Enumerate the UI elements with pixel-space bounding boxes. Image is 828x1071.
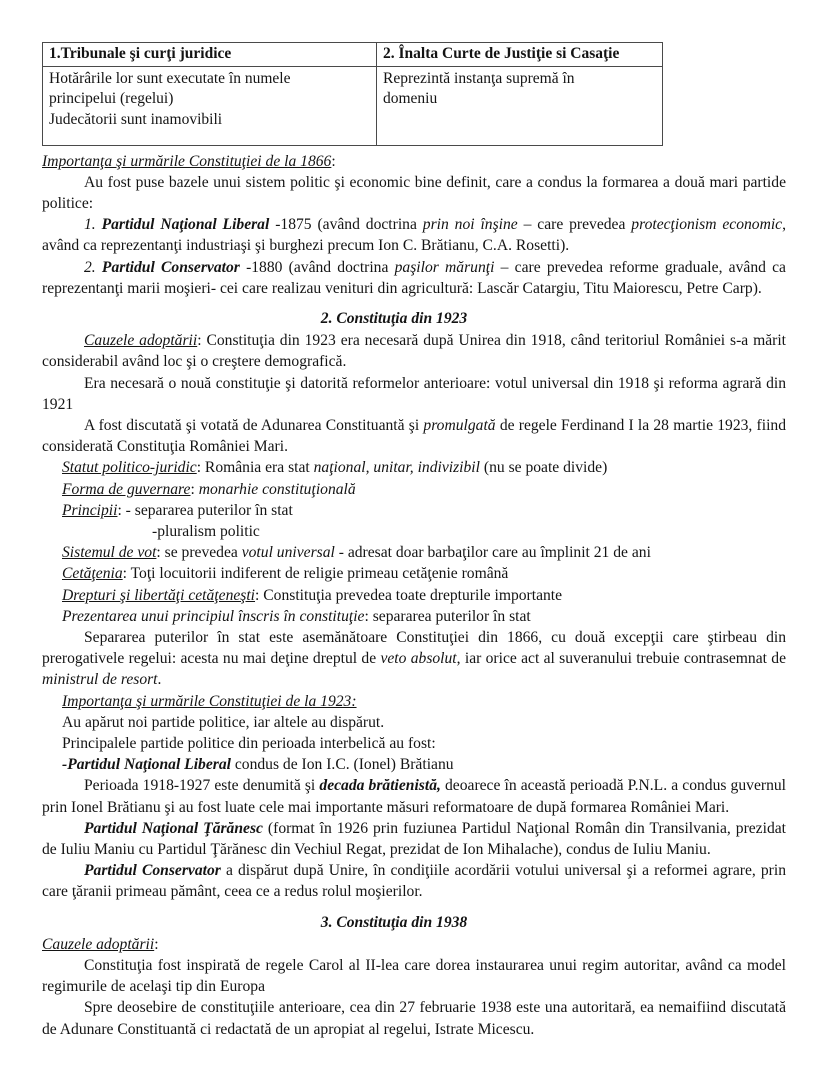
pnl-number: 1. xyxy=(84,216,96,234)
item-principii xyxy=(62,500,786,521)
paragraph-principalele-partide: Principalele partide politice din perioada interbelică au fost: xyxy=(62,734,436,752)
votata-emphasis: promulgată xyxy=(423,416,496,434)
separarea-part-a: Separarea puterilor în stat este asemănătoare Constituţiei din 1866, cu două excepţii care ştirbeau din prerogativele regelui: acesta nu mai deţine dreptul de xyxy=(42,628,786,668)
decada-part-a: Perioada 1918-1927 este denumită şi xyxy=(84,777,320,795)
pc-interbelic-tail: a dispărut după Unire, în condiţiile acordării votului universal şi a reformei agrare, prin care ţăranii primeau pământ, ceea ce a redus rolul moşierilor. xyxy=(42,862,786,901)
pc-doctrine: paşilor mărunţi xyxy=(394,258,495,276)
importanta-1923-label-line xyxy=(62,691,786,712)
importanta-1923-label: Importanţa şi urmările Constituţiei de la 1923: xyxy=(62,692,357,710)
paragraph-carol-ii-inspiratie: Constituţia fost inspirată de regele Carol al II-lea care dorea instaurarea unui regim autoritar, având ca model regimurile de acelaşi tip din Europa xyxy=(42,957,786,996)
principii-label: Principii xyxy=(62,501,118,519)
importanta-1866-colon: : xyxy=(331,152,336,170)
drepturi-label: Drepturi şi libertăţi cetăţeneşti xyxy=(62,586,256,604)
pnl-part-b: – care prevedea xyxy=(517,216,632,234)
vot-sep: : se prevedea xyxy=(156,544,242,562)
paragraph-conservator-1880 xyxy=(42,257,786,299)
pc-part-b: – care prevedea reforme graduale, având ca reprezentanţi marii moşieri- cei care realizau venituri din agricultură: Lascăr Catargiu, Titu Maiorescu, Petre Carp). xyxy=(42,258,786,297)
paragraph-partidul-conservator-disparitie xyxy=(42,860,786,902)
table-header-tribunale: 1.Tribunale şi curţi juridice xyxy=(43,43,377,67)
votata-part-b: de regele Ferdinand I la 28 martie 1923, fiind considerată Constituţia României Mari. xyxy=(42,416,787,456)
item-sistemul-de-vot xyxy=(62,542,786,563)
pc-name: Partidul Conservator xyxy=(101,258,240,276)
importanta-1866-label: Importanţa şi urmările Constituţiei de la 1866 xyxy=(42,152,332,170)
paragraph-bazele-sistem: Au fost puse bazele unui sistem politic şi economic bine definit, care a condus la formarea a două mari partide politice: xyxy=(42,173,786,212)
pnl-interbelic-tail: condus de Ion I.C. (Ionel) Brătianu xyxy=(230,756,454,774)
importanta-1866-label-line xyxy=(42,151,786,172)
principii-sep: : - separarea puterilor în stat xyxy=(117,501,293,519)
pnl-part-a: -1875 (având doctrina xyxy=(269,216,423,234)
item-forma-de-guvernare xyxy=(62,479,786,500)
paragraph-pnt xyxy=(42,818,786,860)
paragraph-pnl-1875 xyxy=(42,214,786,256)
cauze-1923-text: : Constituţia din 1923 era necesară după Unirea din 1918, când teritoriul României s-a mărit considerabil având loc şi o creştere demografică. xyxy=(42,332,787,371)
separarea-ministrul-resort: ministrul de resort xyxy=(42,671,158,689)
pc-part-a: -1880 (având doctrina xyxy=(239,258,395,276)
paragraph-1938-autoritara: Spre deosebire de constituţiile anterioare, cea din 27 februarie 1938 este una autoritară, ea nemaifiind discutată de Adunare Constituantă ci redactată de un apropiat al regelui, Istrate Micescu. xyxy=(42,999,786,1038)
cetatenia-label: Cetăţenia xyxy=(62,565,123,583)
votata-part-a: A fost discutată şi votată de Adunarea Constituantă şi xyxy=(84,416,424,434)
paragraph-votata-promulgata xyxy=(42,415,786,457)
statut-emphasis: naţional, unitar, indivizibil xyxy=(313,459,480,477)
table-row xyxy=(43,66,663,145)
prezentarea-label: Prezentarea unui principiul înscris în constituţie xyxy=(62,607,365,625)
table-header-row xyxy=(43,43,663,67)
item-pnl-interbelic xyxy=(62,754,786,775)
item-pluralism-politic: -pluralism politic xyxy=(152,522,260,540)
item-drepturi-libertati xyxy=(62,585,786,606)
vot-label: Sistemul de vot xyxy=(62,544,157,562)
table-cell-line: domeniu xyxy=(383,90,438,107)
item-statut-politico-juridic xyxy=(62,457,786,478)
table-cell-line: Reprezintă instanţa supremă în xyxy=(383,69,575,87)
pnt-name: Partidul Naţional Ţărănesc xyxy=(84,819,263,837)
paragraph-separarea-puterilor xyxy=(42,627,786,691)
forma-sep: : xyxy=(190,480,199,498)
item-cetatenia xyxy=(62,563,786,584)
forma-emphasis: monarhie constituţională xyxy=(198,480,356,498)
prezentarea-tail: : separarea puterilor în stat xyxy=(364,607,531,625)
paragraph-noi-partide: Au apărut noi partide politice, iar altele au dispărut. xyxy=(62,713,385,731)
separarea-veto-absolut: veto absolut xyxy=(380,650,457,668)
cetatenia-sep: : Toţi locuitorii indiferent de religie primeau cetăţenie română xyxy=(122,565,509,583)
pnl-name: Partidul Naţional Liberal xyxy=(101,216,270,234)
pnt-tail: (format în 1926 prin fuziunea Partidul Naţional Român din Transilvania, prezidat de Iuliu Maniu cu Partidul Ţărănesc din Vechiul Regat, prezidat de Ion Mihalache), condus de Iuliu Maniu. xyxy=(42,819,786,858)
paragraph-decada-bratienista xyxy=(42,775,786,817)
paragraph-cauze-1923 xyxy=(42,330,786,372)
heading-constitutia-1923: 2. Constituţia din 1923 xyxy=(320,309,468,327)
pc-number: 2. xyxy=(84,258,96,276)
pnl-part-c: , având ca reprezentanţi industriaşi şi burghezi precum Ion C. Brătianu, C.A. Rosetti). xyxy=(42,216,786,255)
drepturi-sep: : Constituţia prevedea toate drepturile importante xyxy=(255,586,563,604)
cauze-1923-label: Cauzele adoptării xyxy=(84,332,198,350)
paragraph-reforme-anterioare: Era necesară o nouă constituţie şi datorită reformelor anterioare: votul universal din 1918 şi reforma agrară din 1921 xyxy=(42,374,786,413)
forma-label: Forma de guvernare xyxy=(62,480,191,498)
pnl-emphasis: protecţionism economic xyxy=(631,216,783,234)
separarea-part-c: . xyxy=(157,671,162,689)
table-cell-tribunale-desc xyxy=(43,66,377,145)
pc-interbelic-name: Partidul Conservator xyxy=(84,862,221,880)
item-prezentarea-principiu xyxy=(62,606,786,627)
vot-emphasis: votul universal xyxy=(241,544,335,562)
courts-table xyxy=(42,42,663,146)
heading-constitutia-1938: 3. Constituţia din 1938 xyxy=(320,913,468,931)
statut-sep: : România era stat xyxy=(196,459,314,477)
decada-emphasis: decada brătienistă, xyxy=(319,777,441,795)
statut-label: Statut politico-juridic xyxy=(62,459,197,477)
cauze-1938-label: Cauzele adoptării xyxy=(42,935,155,953)
cauze-1938-label-line xyxy=(42,934,786,955)
table-cell-line: principelui (regelui) xyxy=(49,90,174,107)
cauze-1938-colon: : xyxy=(154,935,159,953)
pnl-interbelic-name: -Partidul Naţional Liberal xyxy=(62,756,231,774)
vot-tail: - adresat doar barbaţilor care au împlinit 21 de ani xyxy=(334,544,651,562)
decada-part-b: deoarece în această perioadă P.N.L. a condus guvernul prin Ionel Brătianu şi au fost luate cele mai importante măsuri reformatoare de după formarea României Mari. xyxy=(42,777,786,816)
table-cell-line: Judecătorii sunt inamovibili xyxy=(49,110,223,128)
table-cell-inalta-curte-desc xyxy=(377,66,663,145)
pnl-doctrine: prin noi înşine xyxy=(422,216,518,234)
table-cell-line: Hotărârile lor sunt executate în numele xyxy=(49,69,291,87)
separarea-part-b: , iar orice act al suveranului trebuie contrasemnat de xyxy=(456,650,786,668)
statut-tail: (nu se poate divide) xyxy=(479,459,608,477)
table-header-inalta-curte: 2. Înalta Curte de Justiţie si Casaţie xyxy=(377,43,663,67)
